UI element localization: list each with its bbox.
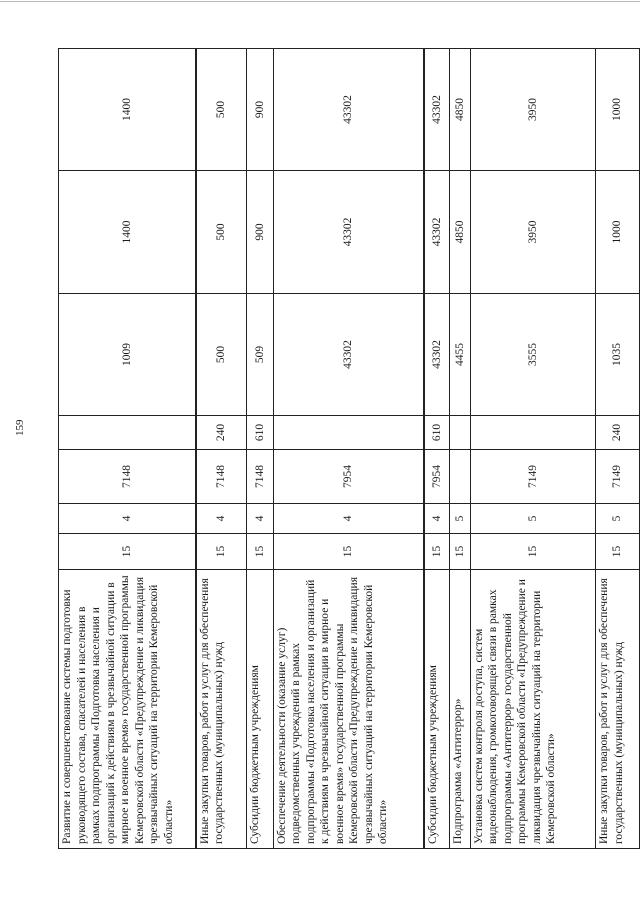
row-year3: 4850 <box>450 49 471 171</box>
row-year1: 3555 <box>470 294 596 416</box>
rotated-table-wrapper <box>58 49 640 849</box>
row-subsection: 4 <box>59 504 196 534</box>
row-expense-type: 610 <box>424 416 449 450</box>
row-section: 15 <box>470 534 596 570</box>
row-article: 7148 <box>246 450 273 504</box>
row-section: 15 <box>246 534 273 570</box>
row-expense-type <box>59 416 196 450</box>
page-number: 159 <box>14 419 26 436</box>
row-name: Субсидии бюджетным учреждениям <box>246 570 273 849</box>
row-year2: 43302 <box>273 171 424 294</box>
row-year1: 43302 <box>424 294 449 416</box>
row-article <box>450 450 471 504</box>
row-year1: 43302 <box>273 294 424 416</box>
row-expense-type <box>273 416 424 450</box>
row-year3: 43302 <box>273 49 424 171</box>
row-expense-type <box>470 416 596 450</box>
table-row <box>470 49 596 849</box>
row-year3: 43302 <box>424 49 449 171</box>
row-year2: 43302 <box>424 171 449 294</box>
row-section: 15 <box>196 534 246 570</box>
row-expense-type: 240 <box>596 416 640 450</box>
row-subsection: 4 <box>424 504 449 534</box>
row-article: 7148 <box>59 450 196 504</box>
row-year2: 4850 <box>450 171 471 294</box>
row-year2: 500 <box>196 171 246 294</box>
row-expense-type: 240 <box>196 416 246 450</box>
row-section: 15 <box>273 534 424 570</box>
row-article: 7954 <box>273 450 424 504</box>
row-year3: 1000 <box>596 49 640 171</box>
row-year1: 500 <box>196 294 246 416</box>
table-row <box>246 49 273 849</box>
row-section: 15 <box>424 534 449 570</box>
row-name: Подпрограмма «Антитеррор» <box>450 570 471 849</box>
row-subsection: 5 <box>450 504 471 534</box>
row-year3: 900 <box>246 49 273 171</box>
table-row <box>596 49 640 849</box>
row-year2: 1400 <box>59 171 196 294</box>
row-name: Развитие и совершенствование системы подготовки руководящего состава, спасателей и населения в рамках подпрограммы «Подготовка населения и организаций к действиям в чрезвычайной ситуации в мирное и военное время» государственной программы Кемеровской области «Предупреждение и ликвидация чрезвычайных ситуаций на территории Кемеровской области» <box>59 570 196 849</box>
row-article: 7954 <box>424 450 449 504</box>
budget-table <box>58 48 640 849</box>
table-row <box>196 49 246 849</box>
table-row <box>59 49 196 849</box>
row-year1: 1009 <box>59 294 196 416</box>
row-name: Иные закупки товаров, работ и услуг для обеспечения государственных (муниципальных) нужд <box>596 570 640 849</box>
table-row <box>450 49 471 849</box>
row-year3: 3950 <box>470 49 596 171</box>
row-name: Субсидии бюджетным учреждениям <box>424 570 449 849</box>
row-year3: 500 <box>196 49 246 171</box>
row-subsection: 5 <box>596 504 640 534</box>
row-subsection: 5 <box>470 504 596 534</box>
row-subsection: 4 <box>196 504 246 534</box>
row-name: Обеспечение деятельности (оказание услуг) подведомственных учреждений в рамках подпрограммы «Подготовка населения и организаций к действиям в чрезвычайной ситуации в мирное и военное время» государственной программы Кемеровской области «Предупреждение и ликвидация чрезвычайных ситуаций на территории Кемеровской области» <box>273 570 424 849</box>
row-subsection: 4 <box>273 504 424 534</box>
row-year2: 1000 <box>596 171 640 294</box>
row-subsection: 4 <box>246 504 273 534</box>
row-name: Иные закупки товаров, работ и услуг для обеспечения государственных (муниципальных) нужд <box>196 570 246 849</box>
row-article: 7149 <box>470 450 596 504</box>
row-year1: 1035 <box>596 294 640 416</box>
table-row <box>273 49 424 849</box>
row-article: 7148 <box>196 450 246 504</box>
row-section: 15 <box>596 534 640 570</box>
row-expense-type: 610 <box>246 416 273 450</box>
row-name: Установка систем контроля доступа, систем видеонаблюдения, громкоговорящей связи в рамках подпрограммы «Антитеррор» государственной программы Кемеровской области «Предупреждение и ликвидация чрезвычайных ситуаций на территории Кемеровской области» <box>470 570 596 849</box>
row-article: 7149 <box>596 450 640 504</box>
row-year1: 4455 <box>450 294 471 416</box>
row-section: 15 <box>450 534 471 570</box>
row-year2: 900 <box>246 171 273 294</box>
row-year2: 3950 <box>470 171 596 294</box>
row-year1: 509 <box>246 294 273 416</box>
row-expense-type <box>450 416 471 450</box>
scan-edge-line <box>0 1 640 2</box>
row-year3: 1400 <box>59 49 196 171</box>
row-section: 15 <box>59 534 196 570</box>
table-row <box>424 49 449 849</box>
